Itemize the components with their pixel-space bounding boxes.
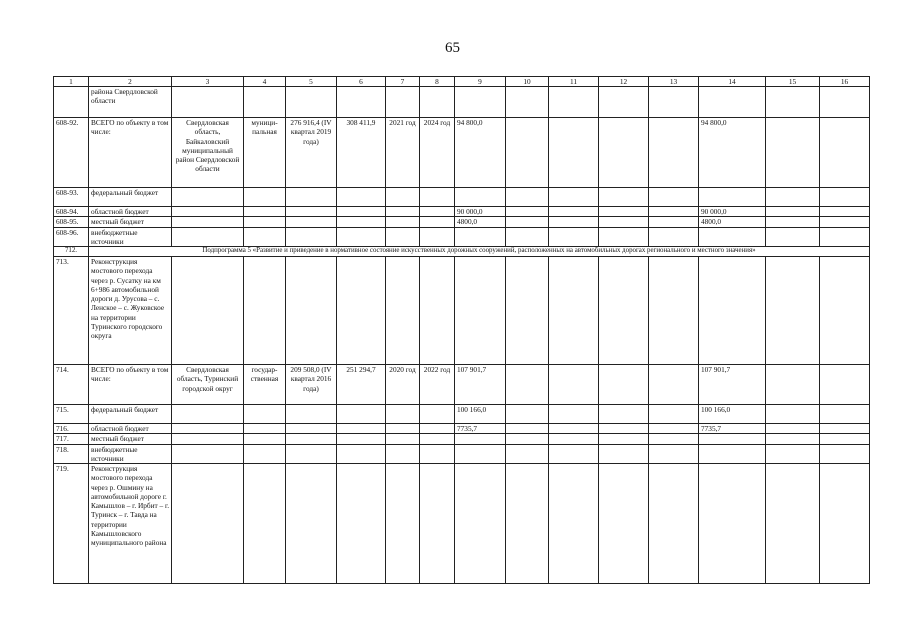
table-row bbox=[54, 405, 870, 424]
page-number: 65 bbox=[445, 40, 460, 56]
table-cell bbox=[549, 227, 599, 247]
table-cell bbox=[337, 434, 386, 444]
item-name-cell: местный бюджет bbox=[89, 434, 172, 444]
table-cell bbox=[244, 227, 286, 247]
table-cell: 2024 год bbox=[420, 118, 455, 188]
table-row bbox=[54, 444, 870, 464]
table-cell bbox=[455, 188, 506, 207]
table-cell: 308 411,9 bbox=[337, 118, 386, 188]
table-cell bbox=[172, 257, 244, 365]
table-cell bbox=[549, 464, 599, 584]
table-cell bbox=[649, 424, 699, 434]
table-cell bbox=[820, 207, 870, 217]
table-cell bbox=[172, 405, 244, 424]
table-cell bbox=[599, 87, 649, 118]
table-cell bbox=[649, 188, 699, 207]
table-cell bbox=[386, 434, 420, 444]
column-header: 12 bbox=[599, 77, 649, 87]
budget-table bbox=[53, 76, 870, 584]
table-cell bbox=[766, 464, 820, 584]
table-cell bbox=[420, 257, 455, 365]
table-cell bbox=[337, 87, 386, 118]
table-cell bbox=[820, 405, 870, 424]
table-cell bbox=[599, 444, 649, 464]
table-cell bbox=[172, 207, 244, 217]
table-cell bbox=[386, 424, 420, 434]
table-cell: 251 294,7 bbox=[337, 365, 386, 405]
table-cell bbox=[820, 257, 870, 365]
table-cell bbox=[286, 257, 337, 365]
table-cell bbox=[286, 87, 337, 118]
table-cell bbox=[766, 257, 820, 365]
table-cell bbox=[286, 217, 337, 227]
table-cell bbox=[549, 424, 599, 434]
table-cell bbox=[549, 118, 599, 188]
row-number-cell: 718. bbox=[54, 444, 89, 464]
table-cell bbox=[172, 227, 244, 247]
table-cell bbox=[420, 464, 455, 584]
table-cell bbox=[599, 424, 649, 434]
table-cell bbox=[549, 444, 599, 464]
table-cell bbox=[766, 434, 820, 444]
table-cell bbox=[820, 227, 870, 247]
table-cell bbox=[172, 87, 244, 118]
table-cell bbox=[549, 217, 599, 227]
column-header: 11 bbox=[549, 77, 599, 87]
table-cell bbox=[337, 207, 386, 217]
column-header-row bbox=[54, 77, 870, 87]
table-cell bbox=[286, 434, 337, 444]
row-number-cell: 608-92. bbox=[54, 118, 89, 188]
table-cell bbox=[599, 217, 649, 227]
table-cell bbox=[386, 444, 420, 464]
table-cell bbox=[699, 444, 766, 464]
row-number-cell: 608-95. bbox=[54, 217, 89, 227]
table-cell: 100 166,0 bbox=[699, 405, 766, 424]
table-cell bbox=[599, 257, 649, 365]
table-cell bbox=[506, 227, 549, 247]
item-name-cell: ВСЕГО по объекту в том числе: bbox=[89, 118, 172, 188]
table-cell bbox=[766, 217, 820, 227]
table-cell bbox=[286, 424, 337, 434]
table-cell bbox=[286, 405, 337, 424]
table-cell bbox=[766, 444, 820, 464]
table-cell bbox=[420, 424, 455, 434]
table-cell bbox=[286, 464, 337, 584]
table-cell bbox=[506, 217, 549, 227]
table-row bbox=[54, 434, 870, 444]
table-cell: 4800,0 bbox=[455, 217, 506, 227]
table-cell bbox=[549, 405, 599, 424]
table-cell bbox=[337, 464, 386, 584]
table-row bbox=[54, 87, 870, 118]
table-cell bbox=[244, 424, 286, 434]
table-cell bbox=[599, 434, 649, 444]
table-cell bbox=[549, 257, 599, 365]
table-cell bbox=[699, 257, 766, 365]
table-cell bbox=[506, 464, 549, 584]
table-cell bbox=[599, 405, 649, 424]
table-cell bbox=[337, 188, 386, 207]
table-cell bbox=[549, 434, 599, 444]
item-name-cell: федеральный бюджет bbox=[89, 188, 172, 207]
table-cell bbox=[506, 365, 549, 405]
table-cell: государ-ственная bbox=[244, 365, 286, 405]
table-cell bbox=[244, 188, 286, 207]
column-header: 2 bbox=[89, 77, 172, 87]
table-cell bbox=[820, 424, 870, 434]
table-cell bbox=[386, 227, 420, 247]
table-cell: 94 800,0 bbox=[455, 118, 506, 188]
item-name-cell: района Свердловской области bbox=[89, 87, 172, 118]
table-cell bbox=[649, 118, 699, 188]
column-header: 14 bbox=[699, 77, 766, 87]
table-cell bbox=[420, 188, 455, 207]
table-cell bbox=[506, 434, 549, 444]
table-cell bbox=[455, 434, 506, 444]
table-cell bbox=[506, 188, 549, 207]
table-cell bbox=[766, 188, 820, 207]
table-cell: 209 508,0 (IV квартал 2016 года) bbox=[286, 365, 337, 405]
table-cell bbox=[506, 87, 549, 118]
table-cell bbox=[244, 217, 286, 227]
table-cell: 100 166,0 bbox=[455, 405, 506, 424]
table-cell bbox=[420, 405, 455, 424]
table-cell: 2022 год bbox=[420, 365, 455, 405]
table-cell bbox=[599, 118, 649, 188]
table-cell bbox=[766, 87, 820, 118]
item-name-cell: ВСЕГО по объекту в том числе: bbox=[89, 365, 172, 405]
table-cell bbox=[549, 87, 599, 118]
table-cell bbox=[649, 434, 699, 444]
table-row bbox=[54, 227, 870, 247]
table-cell bbox=[172, 464, 244, 584]
table-cell bbox=[506, 444, 549, 464]
table-cell bbox=[820, 464, 870, 584]
table-cell bbox=[820, 217, 870, 227]
table-cell bbox=[244, 434, 286, 444]
table-cell bbox=[386, 464, 420, 584]
table-cell bbox=[244, 444, 286, 464]
table-cell bbox=[286, 227, 337, 247]
row-number-cell bbox=[54, 87, 89, 118]
table-cell: 276 916,4 (IV квартал 2019 года) bbox=[286, 118, 337, 188]
table-cell bbox=[337, 424, 386, 434]
table-cell: 94 800,0 bbox=[699, 118, 766, 188]
table-cell bbox=[699, 227, 766, 247]
table-cell bbox=[244, 257, 286, 365]
table-cell bbox=[599, 207, 649, 217]
table-cell bbox=[820, 188, 870, 207]
table-cell bbox=[549, 207, 599, 217]
item-name-cell: местный бюджет bbox=[89, 217, 172, 227]
row-number-cell: 713. bbox=[54, 257, 89, 365]
table-cell bbox=[172, 434, 244, 444]
row-number-cell: 608-96. bbox=[54, 227, 89, 247]
subprogram-title: Подпрограмма 5 «Развитие и приведение в нормативное состояние искусственных дорожных сооружений, расположенных на автомобильных дорогах регионального и местного значения» bbox=[89, 247, 870, 257]
table-cell bbox=[649, 444, 699, 464]
table-cell bbox=[599, 464, 649, 584]
table-cell bbox=[599, 188, 649, 207]
table-cell bbox=[244, 464, 286, 584]
table-cell bbox=[699, 87, 766, 118]
table-cell bbox=[337, 405, 386, 424]
table-cell bbox=[286, 188, 337, 207]
item-name-cell: областной бюджет bbox=[89, 424, 172, 434]
item-name-cell: федеральный бюджет bbox=[89, 405, 172, 424]
column-header: 6 bbox=[337, 77, 386, 87]
table-row bbox=[54, 207, 870, 217]
item-name-cell: Реконструкция мостового перехода через р. Сусатку на км 6+986 автомобильной дороги д. Урусова – с. Ленское – с. Жуковское на территории Туринского городского округа bbox=[89, 257, 172, 365]
table-cell bbox=[386, 188, 420, 207]
table-row bbox=[54, 257, 870, 365]
column-header: 3 bbox=[172, 77, 244, 87]
table-cell bbox=[820, 87, 870, 118]
table-cell bbox=[386, 405, 420, 424]
column-header: 8 bbox=[420, 77, 455, 87]
table-cell bbox=[820, 118, 870, 188]
item-name-cell: внебюджетные источники bbox=[89, 444, 172, 464]
table-cell bbox=[766, 118, 820, 188]
table-cell bbox=[649, 217, 699, 227]
table-cell: 107 901,7 bbox=[455, 365, 506, 405]
table-cell bbox=[172, 444, 244, 464]
table-row bbox=[54, 365, 870, 405]
table-cell bbox=[649, 405, 699, 424]
table-cell bbox=[599, 365, 649, 405]
table-cell bbox=[649, 257, 699, 365]
table-cell bbox=[455, 87, 506, 118]
table-cell bbox=[455, 257, 506, 365]
table-cell bbox=[649, 365, 699, 405]
table-cell bbox=[766, 424, 820, 434]
table-cell bbox=[699, 434, 766, 444]
table-cell bbox=[420, 227, 455, 247]
table-cell bbox=[386, 87, 420, 118]
table-cell bbox=[649, 464, 699, 584]
table-cell bbox=[337, 227, 386, 247]
table-row bbox=[54, 424, 870, 434]
table-cell bbox=[386, 217, 420, 227]
item-name-cell: Реконструкция мостового перехода через р. Ошмину на автомобильной дороге г. Камышлов – г. Ирбит – г. Туринск – г. Тавда на территории Камышловского муниципального района bbox=[89, 464, 172, 584]
table-cell: 7735,7 bbox=[455, 424, 506, 434]
table-cell bbox=[337, 257, 386, 365]
table-cell bbox=[766, 207, 820, 217]
table-cell bbox=[506, 424, 549, 434]
table-cell: Свердловская область, Байкаловский муниципальный район Свердловской области bbox=[172, 118, 244, 188]
column-header: 1 bbox=[54, 77, 89, 87]
table-cell bbox=[549, 365, 599, 405]
table-cell bbox=[649, 227, 699, 247]
table-cell bbox=[286, 207, 337, 217]
table-cell bbox=[420, 87, 455, 118]
row-number-cell: 717. bbox=[54, 434, 89, 444]
row-number-cell: 712. bbox=[54, 247, 89, 257]
row-number-cell: 608-94. bbox=[54, 207, 89, 217]
table-cell: Свердловская область, Туринский городской округ bbox=[172, 365, 244, 405]
table-cell bbox=[455, 444, 506, 464]
table-cell bbox=[549, 188, 599, 207]
table-cell: 7735,7 bbox=[699, 424, 766, 434]
table-cell bbox=[172, 424, 244, 434]
table-cell bbox=[820, 434, 870, 444]
table-cell bbox=[420, 444, 455, 464]
table-cell bbox=[506, 207, 549, 217]
table-cell bbox=[172, 217, 244, 227]
table-cell bbox=[172, 188, 244, 207]
row-number-cell: 715. bbox=[54, 405, 89, 424]
table-cell bbox=[820, 365, 870, 405]
item-name-cell: внебюджетные источники bbox=[89, 227, 172, 247]
table-cell bbox=[766, 227, 820, 247]
table-cell bbox=[599, 227, 649, 247]
row-number-cell: 608-93. bbox=[54, 188, 89, 207]
table-cell bbox=[244, 207, 286, 217]
table-cell: 2020 год bbox=[386, 365, 420, 405]
table-cell bbox=[286, 444, 337, 464]
column-header: 10 bbox=[506, 77, 549, 87]
table-row bbox=[54, 118, 870, 188]
table-cell bbox=[699, 188, 766, 207]
table-row bbox=[54, 247, 870, 257]
column-header: 16 bbox=[820, 77, 870, 87]
table-cell bbox=[420, 217, 455, 227]
item-name-cell: областной бюджет bbox=[89, 207, 172, 217]
table-cell bbox=[386, 207, 420, 217]
table-cell bbox=[420, 434, 455, 444]
table-cell bbox=[455, 227, 506, 247]
table-cell bbox=[337, 444, 386, 464]
table-row bbox=[54, 464, 870, 584]
table-row bbox=[54, 217, 870, 227]
row-number-cell: 714. bbox=[54, 365, 89, 405]
table-cell: 4800,0 bbox=[699, 217, 766, 227]
table-cell bbox=[766, 405, 820, 424]
table-cell bbox=[455, 464, 506, 584]
row-number-cell: 716. bbox=[54, 424, 89, 434]
table-cell bbox=[506, 405, 549, 424]
table-cell bbox=[766, 365, 820, 405]
column-header: 4 bbox=[244, 77, 286, 87]
table-row bbox=[54, 188, 870, 207]
column-header: 9 bbox=[455, 77, 506, 87]
table-cell bbox=[506, 118, 549, 188]
table-cell bbox=[820, 444, 870, 464]
table-cell bbox=[420, 207, 455, 217]
table-cell bbox=[244, 87, 286, 118]
table-cell bbox=[337, 217, 386, 227]
table-cell bbox=[649, 87, 699, 118]
column-header: 13 bbox=[649, 77, 699, 87]
table-cell: 107 901,7 bbox=[699, 365, 766, 405]
table-cell bbox=[649, 207, 699, 217]
table-cell: 90 000,0 bbox=[455, 207, 506, 217]
column-header: 15 bbox=[766, 77, 820, 87]
table-cell bbox=[699, 464, 766, 584]
table-cell: муници-пальная bbox=[244, 118, 286, 188]
table-cell bbox=[506, 257, 549, 365]
table-cell: 2021 год bbox=[386, 118, 420, 188]
column-header: 7 bbox=[386, 77, 420, 87]
table-cell bbox=[386, 257, 420, 365]
table-cell: 90 000,0 bbox=[699, 207, 766, 217]
table-cell bbox=[244, 405, 286, 424]
column-header: 5 bbox=[286, 77, 337, 87]
row-number-cell: 719. bbox=[54, 464, 89, 584]
